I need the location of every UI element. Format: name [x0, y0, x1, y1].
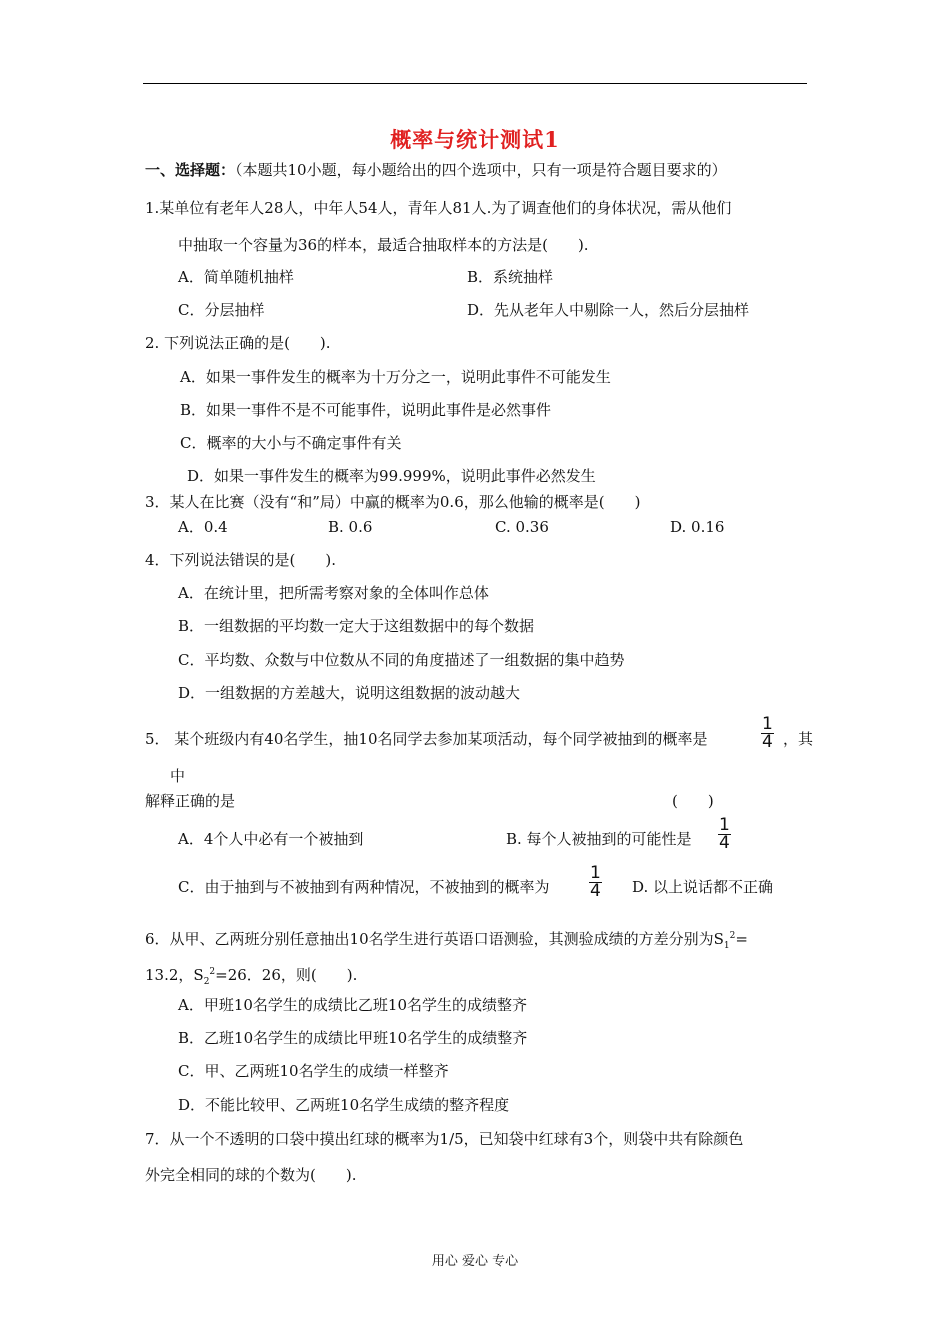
q5-option-c: C．由于抽到与不被抽到有两种情况，不被抽到的概率为 [178, 878, 550, 896]
q5-option-b-fraction-denominator: 4 [719, 833, 730, 853]
q5-option-c-fraction-denominator: 4 [590, 881, 601, 901]
q2-option-a: A．如果一事件发生的概率为十万分之一，说明此事件不可能发生 [180, 368, 611, 386]
q5-option-b: B. 每个人被抽到的可能性是 [506, 830, 692, 848]
q5-fraction [761, 716, 774, 751]
q3-option-a: A．0.4 [178, 518, 228, 536]
q5-option-b-fraction-numerator: 1 [719, 815, 730, 835]
q4-option-d: D．一组数据的方差越大，说明这组数据的波动越大 [178, 684, 521, 702]
q2-option-c: C．概率的大小与不确定事件有关 [180, 434, 402, 452]
section-note: （本题共10小题，每小题给出的四个选项中，只有一项是符合题目要求的） [235, 161, 727, 179]
q1-stem-line1: 1.某单位有老年人28人，中年人54人，青年人81人.为了调查他们的身体状况，需从他们 [145, 199, 732, 217]
q2-stem: 2. 下列说法正确的是( ). [145, 334, 331, 352]
q1-option-a: A．简单随机抽样 [178, 268, 294, 286]
q1-option-c: C．分层抽样 [178, 301, 265, 319]
q6-option-b: B．乙班10名学生的成绩比甲班10名学生的成绩整齐 [178, 1029, 528, 1047]
q6-stem-line2-end: =26．26，则( ). [215, 966, 358, 984]
q6-stem-line1 [145, 926, 748, 956]
q3-option-d: D. 0.16 [670, 518, 725, 536]
q4-option-a: A．在统计里，把所需考察对象的全体叫作总体 [178, 584, 489, 602]
q1-stem-line2: 中抽取一个容量为36的样本，最适合抽取样本的方法是( ). [178, 236, 589, 254]
q6-s1-subscript: 1 [723, 941, 730, 951]
page-footer: 用心 爱心 专心 [431, 1254, 519, 1269]
q5-option-c-fraction [589, 865, 602, 900]
q6-stem-text: 6．从甲、乙两班分别任意抽出10名学生进行英语口语测验，其测验成绩的方差分别为S [145, 930, 724, 948]
q3-option-b: B. 0.6 [328, 518, 373, 536]
section-heading: 一、选择题： [145, 161, 236, 179]
q5-stem-line2: 中 [170, 767, 186, 785]
q5-stem-line1-end: ，其 [783, 730, 814, 748]
q5-stem-line1 [145, 729, 708, 749]
q5-option-c-fraction-numerator: 1 [590, 863, 601, 883]
q6-stem-line2 [145, 962, 357, 992]
q6-s2-superscript: 2 [209, 967, 216, 977]
q7-stem-line2: 外完全相同的球的个数为( ). [145, 1166, 357, 1184]
q2-option-d: D．如果一事件发生的概率为99.999%，说明此事件必然发生 [187, 467, 596, 485]
q1-option-b: B．系统抽样 [467, 268, 554, 286]
q5-option-b-fraction [718, 817, 731, 852]
q5-option-d: D. 以上说话都不正确 [632, 878, 774, 896]
q7-stem-line1: 7．从一个不透明的口袋中摸出红球的概率为1/5，已知袋中红球有3个，则袋中共有除颜色 [145, 1130, 744, 1148]
q5-fraction-numerator: 1 [762, 714, 773, 734]
q2-option-b: B．如果一事件不是不可能事件，说明此事件是必然事件 [180, 401, 552, 419]
q5-option-a: A．4个人中必有一个被抽到 [178, 830, 364, 848]
q5-stem-line3: 解释正确的是 [145, 792, 236, 810]
q4-stem: 4．下列说法错误的是( ). [145, 551, 337, 569]
q1-option-d: D．先从老年人中剔除一人，然后分层抽样 [467, 301, 750, 319]
q3-stem: 3．某人在比赛（没有“和”局）中赢的概率为0.6，那么他输的概率是( ) [145, 493, 641, 511]
q6-stem-line2-start: 13.2，S [145, 966, 204, 984]
q6-s1-superscript: 2 [729, 931, 736, 941]
q5-answer-paren: ( ) [672, 792, 714, 810]
q6-stem-line1-end: = [735, 930, 748, 948]
q6-s2-subscript: 2 [203, 977, 210, 987]
q5-stem-text: 5． 某个班级内有40名学生，抽10名同学去参加某项活动，每个同学被抽到的概率是 [145, 730, 708, 748]
q6-option-d: D．不能比较甲、乙两班10名学生成绩的整齐程度 [178, 1096, 510, 1114]
q4-option-b: B．一组数据的平均数一定大于这组数据中的每个数据 [178, 617, 535, 635]
section-header [145, 160, 727, 180]
q5-fraction-denominator: 4 [762, 732, 773, 752]
q6-option-a: A．甲班10名学生的成绩比乙班10名学生的成绩整齐 [178, 996, 528, 1014]
header-rule [143, 83, 807, 84]
q3-option-c: C. 0.36 [495, 518, 549, 536]
q4-option-c: C．平均数、众数与中位数从不同的角度描述了一组数据的集中趋势 [178, 651, 625, 669]
q6-option-c: C．甲、乙两班10名学生的成绩一样整齐 [178, 1062, 449, 1080]
page-title: 概率与统计测试1 [390, 127, 560, 152]
